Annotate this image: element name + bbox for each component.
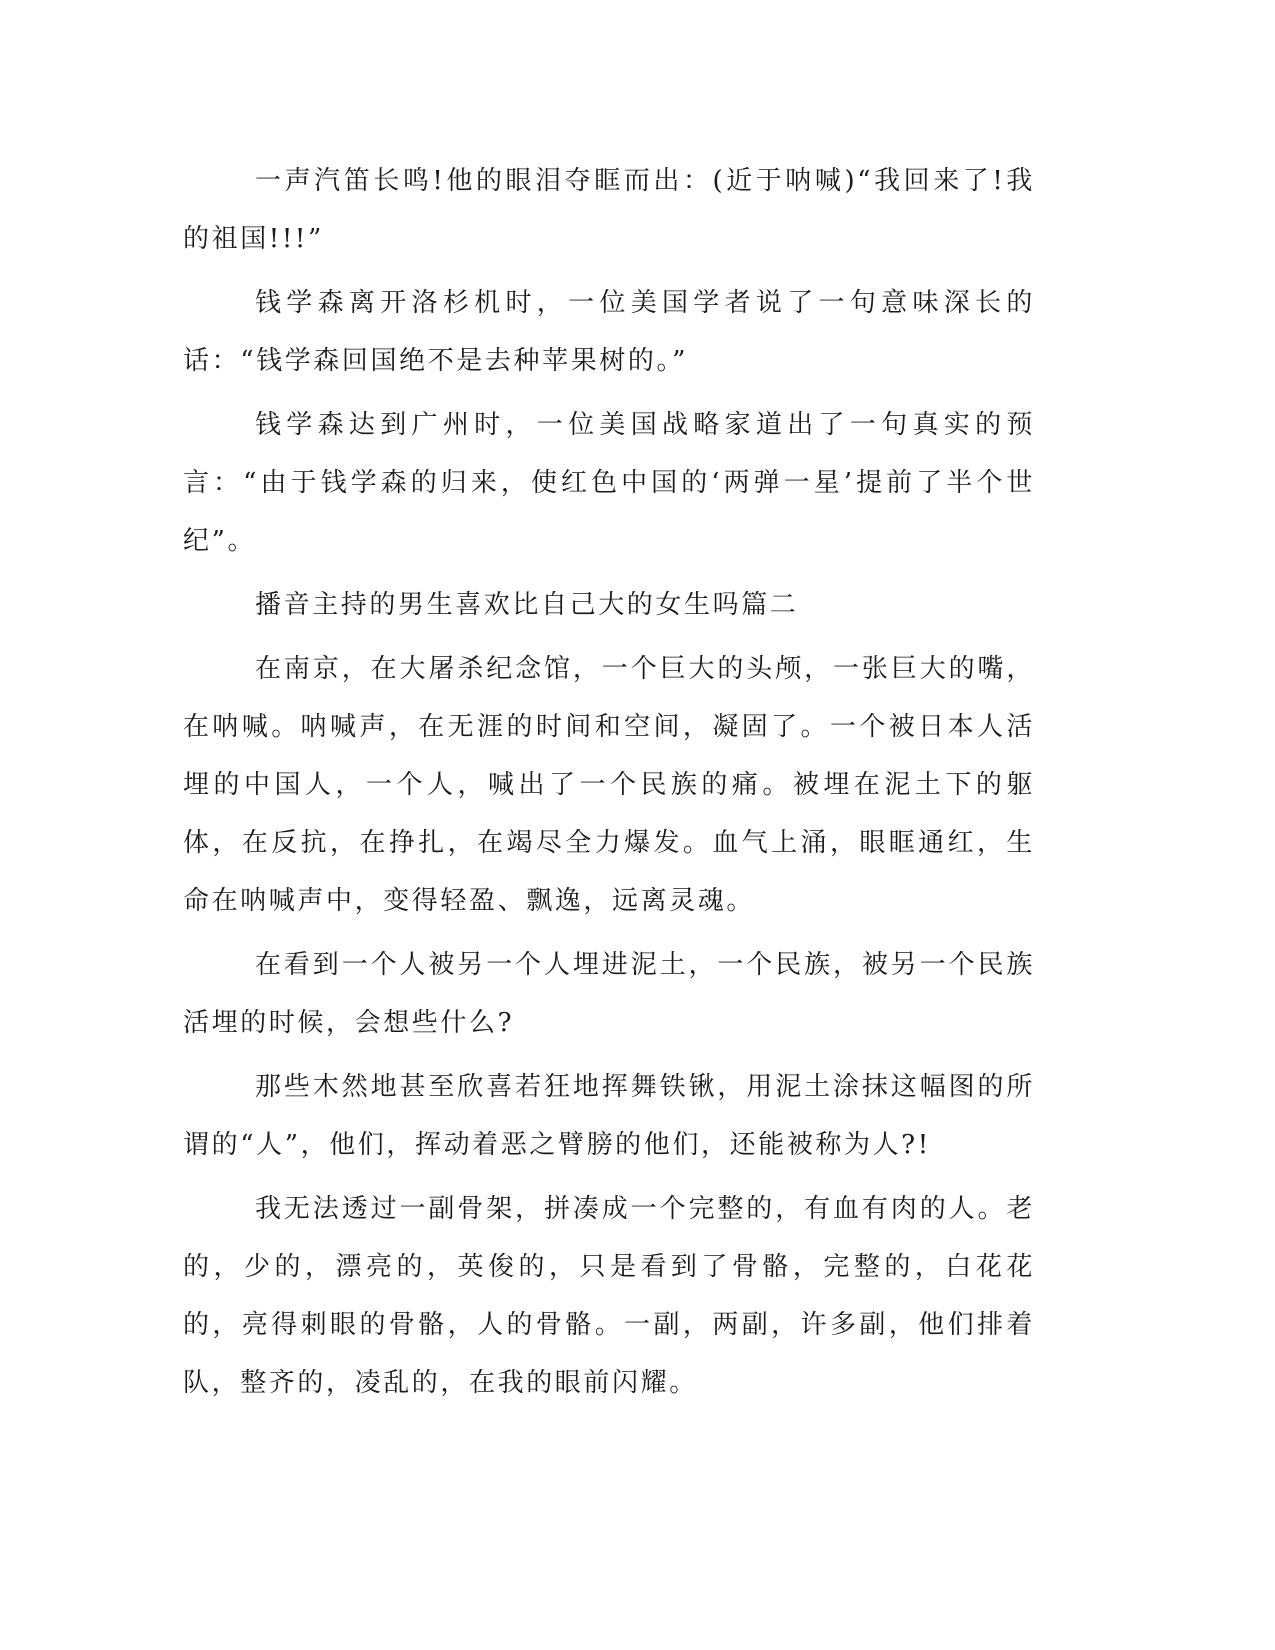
paragraph-homecoming: 一声汽笛长鸣!他的眼泪夺眶而出：(近于呐喊)“我回来了!我的祖国!!!” [183, 166, 1035, 254]
paragraph-los-angeles-quote: 钱学森离开洛杉机时，一位美国学者说了一句意味深长的话：“钱学森回国绝不是去种苹果树的。” [183, 288, 1035, 376]
document-body [183, 152, 1035, 1418]
paragraph-reflection-question: 在看到一个人被另一个人埋进泥土，一个民族，被另一个民族活埋的时候，会想些什么? [183, 950, 1035, 1038]
paragraph-guangzhou-prophecy: 钱学森达到广州时，一位美国战略家道出了一句真实的预言：“由于钱学森的归来，使红色中国的‘两弹一星’提前了半个世纪”。 [183, 410, 1035, 556]
paragraph-perpetrators: 那些木然地甚至欣喜若狂地挥舞铁锹，用泥土涂抹这幅图的所谓的“人”，他们，挥动着恶之臂膀的他们，还能被称为人?! [183, 1072, 1035, 1160]
section-heading: 播音主持的男生喜欢比自己大的女生吗篇二 [255, 590, 799, 620]
paragraph-nanjing-memorial: 在南京，在大屠杀纪念馆，一个巨大的头颅，一张巨大的嘴，在呐喊。呐喊声，在无涯的时间和空间，凝固了。一个被日本人活埋的中国人，一个人，喊出了一个民族的痛。被埋在泥土下的躯体，在反抗，在挣扎，在竭尽全力爆发。血气上涌，眼眶通红，生命在呐喊声中，变得轻盈、飘逸，远离灵魂。 [183, 654, 1035, 916]
paragraph-skeletons: 我无法透过一副骨架，拼凑成一个完整的，有血有肉的人。老的，少的，漂亮的，英俊的，只是看到了骨骼，完整的，白花花的，亮得刺眼的骨骼，人的骨骼。一副，两副，许多副，他们排着队，整齐的，凌乱的，在我的眼前闪耀。 [183, 1194, 1035, 1398]
